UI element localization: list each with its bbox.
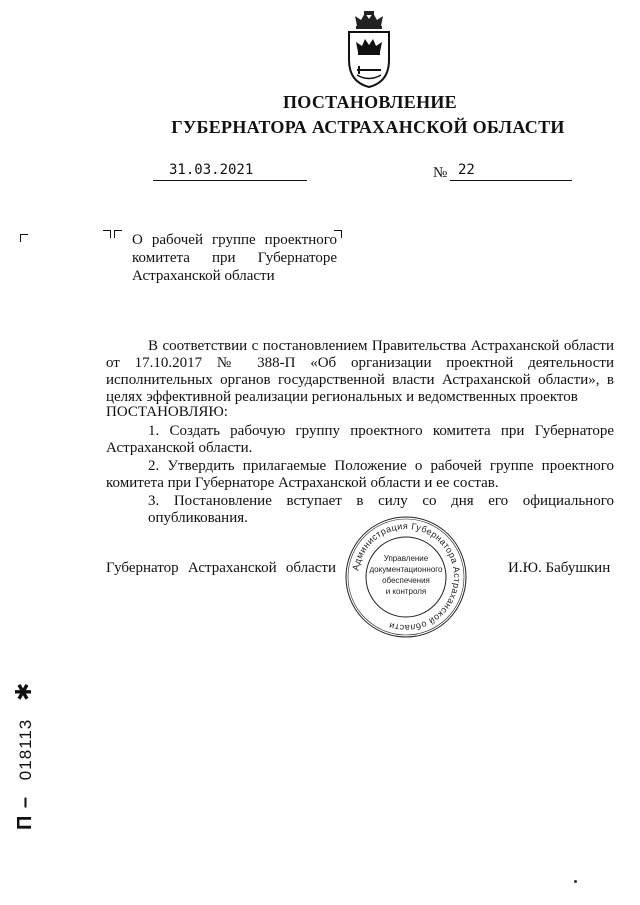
stamp-line-2: документационного (369, 565, 443, 574)
preamble-line-2: от 17.10.2017 № 388-П «Об организации проектной деятельности (106, 355, 614, 371)
subject-line-2: комитета при Губернаторе (132, 250, 337, 266)
date-field (153, 160, 307, 181)
number-field (450, 160, 572, 181)
official-stamp (344, 515, 468, 639)
subject-corner-mark-right (114, 230, 122, 238)
resolve-word: ПОСТАНОВЛЯЮ: (106, 404, 228, 420)
subject-corner-mark-left (103, 230, 111, 238)
subject-line-3: Астраханской области (132, 268, 275, 284)
stamp-line-3: обеспечения (382, 576, 430, 585)
stamp-ring-text: Администрация Губернатора Астраханской области (350, 520, 463, 634)
number-label: № (433, 165, 448, 181)
preamble-line-3: исполнительных органов государственной власти Астраханской области», в (106, 372, 614, 388)
item-2-line-2: комитета при Губернаторе Астраханской области и ее состав. (106, 475, 499, 491)
item-2-line-1: 2. Утвердить прилагаемые Положение о рабочей группе проектного (148, 458, 614, 474)
coat-of-arms-emblem (343, 8, 395, 90)
date-value: 31.03.2021 (169, 162, 254, 178)
serial-prefix: П – (14, 795, 36, 830)
document-title: ПОСТАНОВЛЕНИЕ (283, 92, 457, 112)
preamble-line-4: целях эффективной реализации региональных и ведомственных проектов (106, 389, 578, 405)
signatory-position: Губернатор Астраханской области (106, 560, 336, 576)
signatory-name: И.Ю. Бабушкин (508, 560, 611, 576)
scan-speck (574, 880, 577, 883)
serial-mark: ✱ (11, 681, 36, 701)
subject-line-1: О рабочей группе проектного (132, 232, 337, 248)
item-1-line-1: 1. Создать рабочую группу проектного комитета при Губернаторе (148, 423, 614, 439)
stamp-line-4: и контроля (385, 587, 427, 596)
margin-corner-mark (20, 234, 28, 242)
item-1-line-2: Астраханской области. (106, 440, 253, 456)
form-serial-number (11, 682, 37, 830)
serial-number: 018113 (16, 718, 35, 781)
stamp-line-1: Управление (383, 554, 429, 563)
document-issuer: ГУБЕРНАТОРА АСТРАХАНСКОЙ ОБЛАСТИ (171, 117, 565, 137)
number-value: 22 (458, 162, 475, 178)
preamble-line-1: В соответствии с постановлением Правительства Астраханской области (148, 338, 614, 354)
item-3-line-1: 3. Постановление вступает в силу со дня его официального опубликования. (148, 493, 614, 526)
